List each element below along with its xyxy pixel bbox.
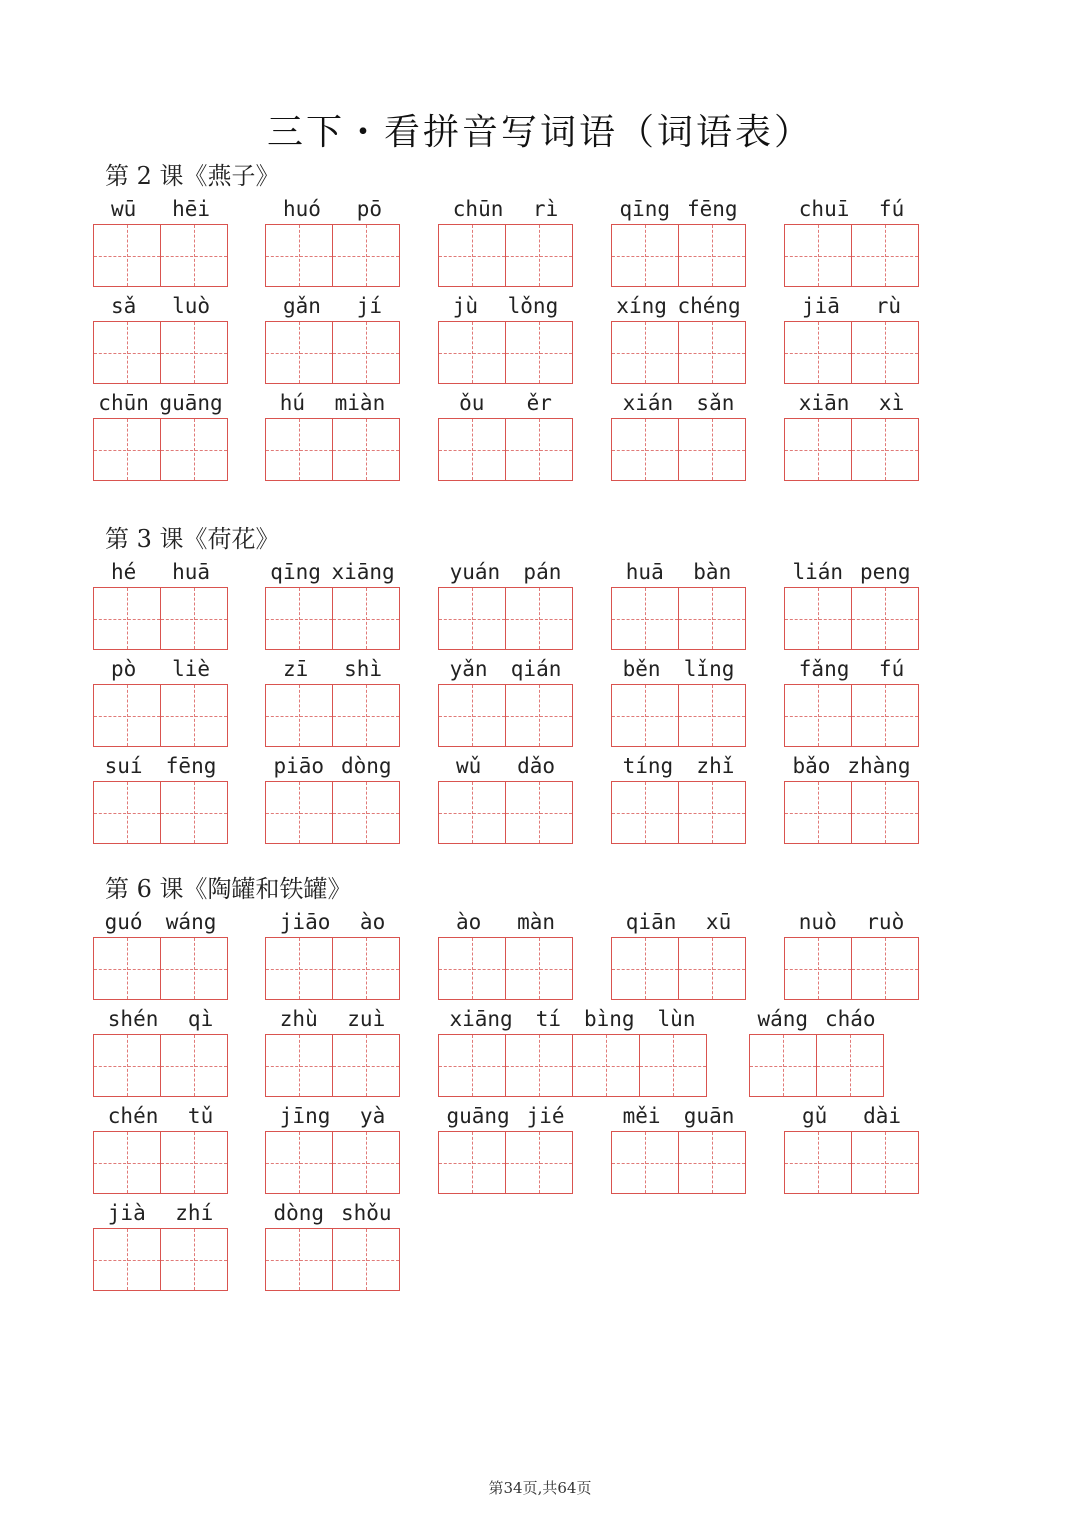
pinyin-label: yuán pán	[449, 560, 562, 584]
tian-grid	[265, 1228, 399, 1291]
pinyin-label: wū hēi	[110, 197, 211, 221]
word-item	[93, 290, 228, 385]
writing-cell[interactable]	[160, 587, 228, 650]
writing-cell[interactable]	[265, 1034, 333, 1097]
writing-cell[interactable]	[332, 224, 400, 287]
tian-grid	[265, 1034, 399, 1097]
writing-cell[interactable]	[160, 1034, 228, 1097]
word-item	[784, 193, 919, 288]
pinyin-label: xíng chéng	[616, 294, 741, 318]
word-item	[611, 387, 746, 482]
tian-grid	[784, 418, 918, 481]
writing-cell[interactable]	[505, 781, 573, 844]
writing-cell[interactable]	[438, 781, 506, 844]
tian-grid	[265, 418, 399, 481]
page-number: 第34页,共64页	[488, 1479, 592, 1497]
writing-cell[interactable]	[505, 1131, 573, 1194]
word-item	[438, 556, 573, 651]
writing-cell[interactable]	[678, 587, 746, 650]
pinyin-label: bǎo zhàng	[792, 754, 911, 778]
word-item	[93, 1003, 228, 1098]
word-item	[93, 1100, 228, 1195]
tian-grid	[438, 781, 572, 844]
word-item	[438, 906, 573, 1001]
word-item	[438, 750, 573, 845]
word-item	[611, 193, 746, 288]
pinyin-label: jù lǒng	[452, 294, 559, 318]
pinyin-label: guó wáng	[104, 910, 217, 934]
writing-cell[interactable]	[438, 587, 506, 650]
writing-cell[interactable]	[851, 1131, 919, 1194]
writing-cell[interactable]	[93, 1131, 161, 1194]
tian-grid	[93, 1034, 227, 1097]
pinyin-label: gǎn jí	[282, 294, 383, 318]
writing-cell[interactable]	[332, 1228, 400, 1291]
tian-grid	[265, 937, 399, 1000]
tian-grid	[93, 321, 227, 384]
writing-cell[interactable]	[160, 418, 228, 481]
tian-grid	[611, 937, 745, 1000]
writing-cell[interactable]	[851, 781, 919, 844]
lesson-heading: 第 6 课《陶罐和铁罐》	[105, 875, 352, 903]
writing-cell[interactable]	[784, 937, 852, 1000]
writing-cell[interactable]	[784, 684, 852, 747]
pinyin-label: xiān xì	[798, 391, 905, 415]
pinyin-label: pò liè	[110, 657, 211, 681]
pinyin-label: zhù zuì	[279, 1007, 386, 1031]
writing-cell[interactable]	[160, 937, 228, 1000]
tian-grid	[265, 781, 399, 844]
word-item	[265, 906, 400, 1001]
tian-grid	[784, 684, 918, 747]
pinyin-label: tíng zhǐ	[622, 754, 735, 778]
word-item	[611, 906, 746, 1001]
tian-grid	[265, 684, 399, 747]
writing-cell[interactable]	[93, 1228, 161, 1291]
word-item	[265, 1003, 400, 1098]
writing-cell[interactable]	[265, 1131, 333, 1194]
lesson-heading: 第 2 课《燕子》	[105, 162, 280, 190]
pinyin-label: jià zhí	[107, 1201, 214, 1225]
word-item	[93, 387, 228, 482]
pinyin-label: wáng cháo	[757, 1007, 876, 1031]
tian-grid	[438, 684, 572, 747]
tian-grid	[784, 1131, 918, 1194]
writing-cell[interactable]	[265, 781, 333, 844]
tian-grid	[438, 1131, 572, 1194]
writing-cell[interactable]	[160, 781, 228, 844]
writing-cell[interactable]	[851, 684, 919, 747]
tian-grid	[265, 587, 399, 650]
tian-grid	[265, 321, 399, 384]
writing-cell[interactable]	[438, 1034, 506, 1097]
word-item	[93, 1197, 228, 1292]
writing-cell[interactable]	[160, 224, 228, 287]
pinyin-label: qīng fēng	[619, 197, 738, 221]
pinyin-label: zī shì	[282, 657, 383, 681]
writing-cell[interactable]	[505, 587, 573, 650]
writing-cell[interactable]	[93, 224, 161, 287]
pinyin-label: běn lǐng	[622, 657, 735, 681]
pinyin-label: huó pō	[282, 197, 383, 221]
word-item	[438, 653, 573, 748]
tian-grid	[611, 1131, 745, 1194]
writing-cell[interactable]	[93, 684, 161, 747]
writing-cell[interactable]	[611, 684, 679, 747]
word-item	[265, 653, 400, 748]
writing-cell[interactable]	[639, 1034, 707, 1097]
writing-cell[interactable]	[749, 1034, 817, 1097]
writing-cell[interactable]	[611, 224, 679, 287]
writing-cell[interactable]	[160, 1228, 228, 1291]
writing-cell[interactable]	[505, 418, 573, 481]
pinyin-label: xián sǎn	[622, 391, 735, 415]
tian-grid	[93, 587, 227, 650]
word-item	[784, 1100, 919, 1195]
word-item	[93, 653, 228, 748]
writing-cell[interactable]	[160, 1131, 228, 1194]
tian-grid	[265, 224, 399, 287]
tian-grid	[438, 1034, 706, 1097]
pinyin-label: shén qì	[107, 1007, 214, 1031]
writing-cell[interactable]	[572, 1034, 640, 1097]
tian-grid	[611, 684, 745, 747]
pinyin-label: jīng yà	[279, 1104, 386, 1128]
pinyin-label: ào màn	[455, 910, 556, 934]
tian-grid	[611, 321, 745, 384]
writing-cell[interactable]	[332, 684, 400, 747]
pinyin-label: huā bàn	[625, 560, 732, 584]
word-item	[611, 556, 746, 651]
writing-cell[interactable]	[784, 321, 852, 384]
tian-grid	[784, 781, 918, 844]
tian-grid	[749, 1034, 883, 1097]
writing-cell[interactable]	[784, 781, 852, 844]
word-item	[784, 387, 919, 482]
tian-grid	[93, 1131, 227, 1194]
pinyin-label: jiā rù	[801, 294, 902, 318]
writing-cell[interactable]	[611, 321, 679, 384]
writing-cell[interactable]	[611, 937, 679, 1000]
writing-cell[interactable]	[332, 321, 400, 384]
writing-cell[interactable]	[265, 224, 333, 287]
writing-cell[interactable]	[438, 321, 506, 384]
pinyin-label: hú miàn	[279, 391, 386, 415]
writing-cell[interactable]	[678, 781, 746, 844]
tian-grid	[93, 224, 227, 287]
word-item	[93, 556, 228, 651]
word-item	[784, 290, 919, 385]
writing-cell[interactable]	[265, 1228, 333, 1291]
tian-grid	[784, 587, 918, 650]
word-item	[265, 556, 400, 651]
writing-cell[interactable]	[851, 321, 919, 384]
pinyin-label: chūn guāng	[98, 391, 223, 415]
word-item	[438, 387, 573, 482]
writing-cell[interactable]	[332, 1131, 400, 1194]
tian-grid	[611, 418, 745, 481]
tian-grid	[611, 224, 745, 287]
writing-cell[interactable]	[784, 224, 852, 287]
writing-cell[interactable]	[438, 937, 506, 1000]
word-item	[265, 1100, 400, 1195]
writing-cell[interactable]	[160, 321, 228, 384]
word-item	[438, 1003, 707, 1098]
tian-grid	[611, 781, 745, 844]
tian-grid	[93, 781, 227, 844]
pinyin-label: sǎ luò	[110, 294, 211, 318]
writing-cell[interactable]	[265, 587, 333, 650]
writing-cell[interactable]	[678, 937, 746, 1000]
word-item	[438, 193, 573, 288]
word-item	[784, 906, 919, 1001]
tian-grid	[438, 321, 572, 384]
writing-cell[interactable]	[265, 684, 333, 747]
word-item	[265, 387, 400, 482]
writing-cell[interactable]	[332, 418, 400, 481]
word-item	[784, 653, 919, 748]
word-item	[93, 750, 228, 845]
tian-grid	[93, 684, 227, 747]
writing-cell[interactable]	[611, 781, 679, 844]
writing-cell[interactable]	[93, 321, 161, 384]
word-item	[93, 906, 228, 1001]
pinyin-label: guāng jié	[446, 1104, 565, 1128]
writing-cell[interactable]	[611, 1131, 679, 1194]
writing-cell[interactable]	[438, 1131, 506, 1194]
writing-cell[interactable]	[851, 224, 919, 287]
tian-grid	[784, 224, 918, 287]
word-item	[611, 290, 746, 385]
tian-grid	[438, 587, 572, 650]
writing-cell[interactable]	[611, 587, 679, 650]
writing-cell[interactable]	[265, 418, 333, 481]
writing-cell[interactable]	[851, 418, 919, 481]
pinyin-label: wǔ dǎo	[455, 754, 556, 778]
writing-cell[interactable]	[265, 937, 333, 1000]
writing-cell[interactable]	[438, 224, 506, 287]
pinyin-label: dòng shǒu	[273, 1201, 392, 1225]
lesson-heading: 第 3 课《荷花》	[105, 525, 280, 553]
word-item	[438, 1100, 573, 1195]
writing-cell[interactable]	[265, 321, 333, 384]
writing-cell[interactable]	[160, 684, 228, 747]
writing-cell[interactable]	[784, 418, 852, 481]
writing-cell[interactable]	[784, 587, 852, 650]
writing-cell[interactable]	[438, 418, 506, 481]
word-item	[611, 653, 746, 748]
writing-cell[interactable]	[505, 321, 573, 384]
word-item	[438, 290, 573, 385]
pinyin-label: qiān xū	[625, 910, 732, 934]
writing-cell[interactable]	[851, 937, 919, 1000]
tian-grid	[784, 937, 918, 1000]
page-title: 三下・看拼音写词语（词语表）	[266, 112, 813, 153]
writing-cell[interactable]	[678, 418, 746, 481]
writing-cell[interactable]	[678, 224, 746, 287]
pinyin-label: xiāng tí bìng lùn	[449, 1007, 696, 1031]
writing-cell[interactable]	[678, 1131, 746, 1194]
word-item	[749, 1003, 884, 1098]
writing-cell[interactable]	[784, 1131, 852, 1194]
word-item	[265, 1197, 400, 1292]
writing-cell[interactable]	[332, 781, 400, 844]
tian-grid	[438, 418, 572, 481]
tian-grid	[784, 321, 918, 384]
word-item	[265, 290, 400, 385]
pinyin-label: suí fēng	[104, 754, 217, 778]
writing-cell[interactable]	[611, 418, 679, 481]
tian-grid	[93, 937, 227, 1000]
writing-cell[interactable]	[816, 1034, 884, 1097]
pinyin-label: chén tǔ	[107, 1104, 214, 1128]
writing-cell[interactable]	[505, 1034, 573, 1097]
word-item	[265, 193, 400, 288]
tian-grid	[438, 224, 572, 287]
writing-cell[interactable]	[93, 587, 161, 650]
pinyin-label: chuī fú	[798, 197, 905, 221]
pinyin-label: nuò ruò	[798, 910, 905, 934]
word-item	[784, 750, 919, 845]
pinyin-label: hé huā	[110, 560, 211, 584]
pinyin-label: lián peng	[792, 560, 911, 584]
pinyin-label: gǔ dài	[801, 1104, 902, 1128]
word-item	[93, 193, 228, 288]
writing-cell[interactable]	[438, 684, 506, 747]
writing-cell[interactable]	[505, 224, 573, 287]
writing-cell[interactable]	[93, 781, 161, 844]
pinyin-label: fǎng fú	[798, 657, 905, 681]
pinyin-label: jiāo ào	[279, 910, 386, 934]
writing-cell[interactable]	[93, 937, 161, 1000]
writing-cell[interactable]	[505, 937, 573, 1000]
writing-cell[interactable]	[505, 684, 573, 747]
writing-cell[interactable]	[678, 321, 746, 384]
tian-grid	[265, 1131, 399, 1194]
pinyin-label: qīng xiāng	[270, 560, 395, 584]
writing-cell[interactable]	[332, 587, 400, 650]
writing-cell[interactable]	[93, 1034, 161, 1097]
pinyin-label: měi guān	[622, 1104, 735, 1128]
writing-cell[interactable]	[332, 1034, 400, 1097]
word-item	[784, 556, 919, 651]
pinyin-label: chūn rì	[452, 197, 559, 221]
tian-grid	[93, 418, 227, 481]
writing-cell[interactable]	[332, 937, 400, 1000]
writing-cell[interactable]	[678, 684, 746, 747]
pinyin-label: piāo dòng	[273, 754, 392, 778]
writing-cell[interactable]	[851, 587, 919, 650]
writing-cell[interactable]	[93, 418, 161, 481]
word-item	[265, 750, 400, 845]
word-item	[611, 750, 746, 845]
pinyin-label: yǎn qián	[449, 657, 562, 681]
pinyin-label: ǒu ěr	[459, 391, 552, 415]
tian-grid	[438, 937, 572, 1000]
tian-grid	[611, 587, 745, 650]
tian-grid	[93, 1228, 227, 1291]
word-item	[611, 1100, 746, 1195]
